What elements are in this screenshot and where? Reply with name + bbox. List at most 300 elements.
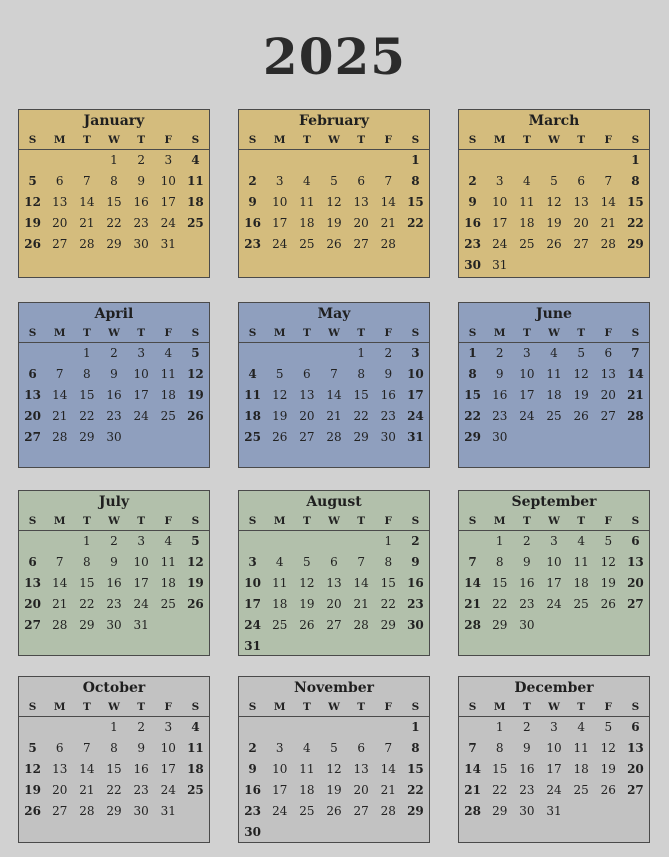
day-cell: 11 [299, 195, 315, 209]
day-cell: 16 [519, 762, 535, 776]
day-cell: 16 [464, 216, 481, 230]
day-cell: 9 [137, 174, 145, 188]
day-cell: 24 [160, 216, 176, 230]
day-cell: 10 [133, 367, 149, 381]
day-cell: 14 [380, 195, 396, 209]
day-cell: 1 [631, 153, 640, 167]
day-cell: 4 [164, 346, 173, 360]
day-cell: 5 [28, 741, 37, 755]
day-cell: 17 [272, 783, 288, 797]
day-cell: 9 [248, 195, 257, 209]
day-cell: 9 [384, 367, 393, 381]
day-cell: 14 [79, 762, 95, 776]
day-cell: 26 [326, 804, 342, 818]
empty-cell [293, 343, 320, 364]
weekday-label: M [486, 325, 513, 343]
weekday-label: W [100, 699, 127, 717]
day-cell: 22 [380, 597, 396, 611]
day-cell: 3 [495, 174, 504, 188]
day-cell: 29 [353, 430, 369, 444]
day-cell: 12 [573, 367, 589, 381]
day-cell: 20 [24, 409, 41, 423]
day-cell: 29 [106, 237, 122, 251]
day-cell: 16 [106, 388, 122, 402]
day-cell: 28 [326, 430, 342, 444]
day-cell: 11 [573, 555, 589, 569]
day-cell: 24 [133, 597, 149, 611]
empty-cell [320, 531, 347, 552]
weekday-label: T [293, 325, 320, 343]
day-cell: 9 [110, 555, 118, 569]
day-cell: 8 [495, 555, 504, 569]
empty-cell [459, 531, 486, 552]
empty-cell [239, 150, 266, 171]
day-cell: 20 [600, 388, 616, 402]
day-cell: 23 [244, 237, 261, 251]
day-cell: 28 [52, 618, 68, 632]
day-cell: 14 [52, 576, 68, 590]
day-cell: 26 [600, 783, 616, 797]
day-cell: 3 [137, 534, 145, 548]
month-title: December [514, 680, 594, 696]
day-cell: 13 [353, 195, 369, 209]
weekday-label: W [540, 325, 567, 343]
weekday-label: F [595, 325, 622, 343]
day-cell: 13 [52, 762, 68, 776]
day-cell: 24 [272, 804, 288, 818]
empty-cell [459, 717, 486, 738]
day-cell: 18 [299, 216, 315, 230]
day-cell: 19 [272, 409, 288, 423]
day-cell: 11 [244, 388, 261, 402]
day-cell: 17 [546, 576, 562, 590]
day-cell: 20 [627, 762, 644, 776]
weekday-label: W [100, 325, 127, 343]
weekday-label: W [100, 513, 127, 531]
day-cell: 10 [407, 367, 424, 381]
day-cell: 26 [187, 409, 204, 423]
empty-cell [459, 150, 486, 171]
day-cell: 10 [160, 741, 176, 755]
day-cell: 14 [600, 195, 616, 209]
day-cell: 23 [519, 783, 535, 797]
weekday-header-row [239, 325, 429, 343]
weekday-label: S [239, 513, 266, 531]
day-cell: 7 [83, 741, 91, 755]
day-cell: 25 [187, 216, 204, 230]
day-cell: 2 [523, 720, 531, 734]
day-cell: 18 [573, 576, 589, 590]
weekday-label: S [19, 132, 46, 150]
day-cell: 4 [303, 741, 311, 755]
weekday-label: T [128, 699, 155, 717]
day-cell: 28 [600, 237, 616, 251]
weekday-label: W [320, 325, 347, 343]
day-cell: 5 [28, 174, 37, 188]
day-cell: 5 [191, 534, 200, 548]
day-cell: 29 [464, 430, 481, 444]
day-cell: 15 [79, 576, 95, 590]
day-cell: 6 [357, 741, 365, 755]
month-september [458, 490, 650, 656]
day-cell: 19 [600, 576, 616, 590]
day-cell: 6 [357, 174, 365, 188]
empty-cell [73, 717, 100, 738]
weekday-label: W [540, 699, 567, 717]
day-cell: 15 [407, 195, 424, 209]
empty-cell [19, 150, 46, 171]
day-grid [19, 150, 209, 255]
day-cell: 26 [24, 237, 41, 251]
day-cell: 1 [468, 346, 477, 360]
weekday-label: F [155, 513, 182, 531]
weekday-label: S [459, 513, 486, 531]
day-cell: 7 [631, 346, 640, 360]
day-cell: 4 [191, 153, 200, 167]
day-cell: 22 [627, 216, 644, 230]
day-cell: 12 [299, 576, 315, 590]
weekday-label: S [459, 699, 486, 717]
day-cell: 20 [326, 597, 342, 611]
day-cell: 2 [137, 720, 145, 734]
day-cell: 29 [106, 804, 122, 818]
weekday-label: W [100, 132, 127, 150]
day-cell: 24 [160, 783, 176, 797]
day-cell: 30 [380, 430, 396, 444]
empty-cell [375, 150, 402, 171]
day-cell: 26 [299, 618, 315, 632]
day-grid [239, 343, 429, 448]
day-cell: 18 [160, 388, 176, 402]
day-grid [459, 150, 649, 276]
weekday-label: T [348, 325, 375, 343]
day-cell: 20 [353, 216, 369, 230]
day-cell: 23 [519, 597, 535, 611]
day-cell: 2 [384, 346, 393, 360]
day-cell: 18 [244, 409, 261, 423]
day-cell: 12 [187, 367, 204, 381]
day-cell: 23 [244, 804, 261, 818]
day-cell: 2 [110, 346, 118, 360]
weekday-header-row [239, 699, 429, 717]
day-cell: 14 [464, 762, 481, 776]
weekday-label: T [293, 699, 320, 717]
day-cell: 21 [79, 783, 95, 797]
month-january [18, 109, 210, 278]
day-grid [459, 343, 649, 448]
day-cell: 23 [106, 597, 122, 611]
day-cell: 5 [275, 367, 284, 381]
empty-cell [320, 343, 347, 364]
day-cell: 11 [519, 195, 535, 209]
day-cell: 23 [492, 409, 508, 423]
empty-cell [293, 717, 320, 738]
day-cell: 13 [627, 741, 644, 755]
day-cell: 27 [24, 618, 41, 632]
day-cell: 8 [83, 555, 91, 569]
empty-cell [348, 717, 375, 738]
day-cell: 17 [407, 388, 424, 402]
day-cell: 28 [464, 618, 481, 632]
day-cell: 12 [546, 195, 562, 209]
month-july [18, 490, 210, 656]
weekday-label: S [182, 325, 209, 343]
day-cell: 15 [492, 576, 508, 590]
day-cell: 17 [133, 388, 149, 402]
weekday-label: M [46, 513, 73, 531]
day-cell: 10 [244, 576, 261, 590]
day-cell: 14 [353, 576, 369, 590]
month-title: May [317, 306, 351, 322]
empty-cell [73, 150, 100, 171]
day-cell: 4 [164, 534, 173, 548]
day-cell: 31 [133, 618, 149, 632]
day-cell: 17 [160, 762, 176, 776]
day-cell: 13 [52, 195, 68, 209]
empty-cell [320, 150, 347, 171]
day-cell: 30 [106, 430, 122, 444]
month-february [238, 109, 430, 278]
day-cell: 22 [492, 597, 508, 611]
day-cell: 26 [24, 804, 41, 818]
weekday-label: S [239, 325, 266, 343]
weekday-label: S [459, 325, 486, 343]
day-cell: 19 [573, 388, 589, 402]
day-cell: 24 [492, 237, 508, 251]
weekday-label: W [320, 132, 347, 150]
day-cell: 1 [110, 153, 118, 167]
day-cell: 5 [604, 720, 613, 734]
day-cell: 17 [133, 576, 149, 590]
day-cell: 5 [577, 346, 585, 360]
weekday-label: S [182, 699, 209, 717]
weekday-label: T [513, 132, 540, 150]
day-cell: 16 [244, 783, 261, 797]
day-cell: 29 [79, 430, 95, 444]
day-cell: 21 [380, 783, 396, 797]
weekday-label: M [46, 325, 73, 343]
weekday-header-row [19, 513, 209, 531]
day-cell: 4 [248, 367, 257, 381]
day-cell: 18 [272, 597, 288, 611]
day-cell: 3 [275, 174, 284, 188]
empty-cell [540, 150, 567, 171]
day-cell: 9 [468, 195, 477, 209]
month-title: September [511, 494, 597, 510]
day-cell: 19 [299, 597, 315, 611]
weekday-header-row [459, 132, 649, 150]
day-cell: 28 [52, 430, 68, 444]
weekday-header-row [19, 132, 209, 150]
empty-cell [320, 717, 347, 738]
weekday-label: M [46, 132, 73, 150]
day-cell: 11 [272, 576, 288, 590]
empty-cell [239, 717, 266, 738]
day-cell: 22 [79, 597, 95, 611]
day-cell: 9 [523, 555, 531, 569]
day-cell: 6 [28, 555, 37, 569]
day-cell: 12 [24, 195, 41, 209]
empty-cell [46, 531, 73, 552]
day-cell: 15 [627, 195, 644, 209]
day-cell: 3 [550, 720, 558, 734]
day-cell: 4 [191, 720, 200, 734]
month-june [458, 302, 650, 468]
day-cell: 16 [244, 216, 261, 230]
day-cell: 12 [600, 741, 616, 755]
day-cell: 26 [272, 430, 288, 444]
day-cell: 16 [380, 388, 396, 402]
day-cell: 3 [550, 534, 558, 548]
day-cell: 4 [303, 174, 311, 188]
day-cell: 8 [468, 367, 477, 381]
weekday-header-row [19, 325, 209, 343]
day-cell: 19 [600, 762, 616, 776]
weekday-label: F [155, 699, 182, 717]
month-march [458, 109, 650, 278]
day-grid [19, 717, 209, 822]
day-cell: 13 [299, 388, 315, 402]
day-cell: 13 [326, 576, 342, 590]
day-cell: 1 [411, 720, 420, 734]
day-cell: 7 [357, 555, 365, 569]
day-cell: 25 [573, 597, 589, 611]
month-title: October [82, 680, 146, 696]
year-title: 2025 [262, 27, 407, 86]
day-cell: 25 [160, 597, 176, 611]
day-cell: 8 [110, 174, 118, 188]
weekday-label: S [402, 132, 429, 150]
day-cell: 8 [411, 741, 420, 755]
day-cell: 21 [464, 597, 481, 611]
day-cell: 11 [299, 762, 315, 776]
day-cell: 29 [627, 237, 644, 251]
day-cell: 27 [52, 237, 68, 251]
day-cell: 6 [28, 367, 37, 381]
day-cell: 24 [272, 237, 288, 251]
day-cell: 11 [187, 174, 204, 188]
day-cell: 4 [577, 534, 585, 548]
day-cell: 18 [546, 388, 562, 402]
weekday-label: M [266, 325, 293, 343]
day-cell: 30 [133, 804, 149, 818]
day-cell: 1 [495, 534, 504, 548]
day-grid [239, 150, 429, 255]
day-cell: 31 [492, 258, 508, 272]
day-cell: 22 [407, 783, 424, 797]
day-cell: 17 [160, 195, 176, 209]
day-cell: 22 [106, 216, 122, 230]
day-cell: 25 [546, 409, 562, 423]
day-cell: 28 [464, 804, 481, 818]
day-cell: 8 [83, 367, 91, 381]
day-cell: 1 [384, 534, 393, 548]
day-cell: 16 [133, 762, 149, 776]
day-cell: 19 [187, 388, 204, 402]
empty-cell [266, 150, 293, 171]
day-cell: 27 [326, 618, 342, 632]
day-cell: 9 [248, 762, 257, 776]
weekday-label: T [568, 699, 595, 717]
day-cell: 16 [106, 576, 122, 590]
weekday-label: S [19, 325, 46, 343]
day-cell: 29 [380, 618, 396, 632]
day-cell: 19 [24, 216, 41, 230]
day-cell: 21 [52, 597, 68, 611]
weekday-label: S [239, 699, 266, 717]
day-cell: 22 [492, 783, 508, 797]
weekday-label: F [375, 132, 402, 150]
day-cell: 19 [546, 216, 562, 230]
day-cell: 6 [631, 534, 640, 548]
day-cell: 12 [272, 388, 288, 402]
weekday-label: S [182, 513, 209, 531]
day-cell: 10 [519, 367, 535, 381]
weekday-label: T [73, 132, 100, 150]
empty-cell [46, 343, 73, 364]
day-cell: 9 [411, 555, 420, 569]
day-cell: 27 [627, 597, 644, 611]
day-cell: 27 [299, 430, 315, 444]
day-cell: 12 [600, 555, 616, 569]
day-cell: 26 [573, 409, 589, 423]
day-cell: 27 [24, 430, 41, 444]
day-cell: 14 [464, 576, 481, 590]
day-cell: 10 [272, 195, 288, 209]
weekday-label: F [155, 325, 182, 343]
day-cell: 20 [24, 597, 41, 611]
day-cell: 18 [573, 762, 589, 776]
weekday-label: F [375, 513, 402, 531]
day-cell: 20 [627, 576, 644, 590]
day-cell: 24 [407, 409, 424, 423]
day-cell: 1 [495, 720, 504, 734]
weekday-label: S [402, 699, 429, 717]
day-cell: 31 [160, 804, 176, 818]
day-cell: 31 [546, 804, 562, 818]
day-cell: 30 [244, 825, 261, 839]
day-cell: 3 [164, 720, 173, 734]
day-cell: 7 [83, 174, 91, 188]
day-cell: 31 [407, 430, 424, 444]
empty-cell [513, 150, 540, 171]
day-cell: 7 [468, 555, 477, 569]
weekday-label: S [19, 513, 46, 531]
day-cell: 1 [411, 153, 420, 167]
day-grid [19, 531, 209, 636]
weekday-header-row [239, 132, 429, 150]
day-cell: 10 [546, 741, 562, 755]
empty-cell [348, 150, 375, 171]
month-title: March [528, 113, 580, 129]
weekday-label: F [155, 132, 182, 150]
empty-cell [595, 150, 622, 171]
empty-cell [375, 717, 402, 738]
day-cell: 27 [52, 804, 68, 818]
weekday-label: F [375, 325, 402, 343]
day-cell: 6 [55, 741, 64, 755]
day-cell: 3 [137, 346, 145, 360]
day-cell: 14 [79, 195, 95, 209]
weekday-label: S [622, 513, 649, 531]
weekday-label: M [266, 513, 293, 531]
day-cell: 28 [353, 618, 369, 632]
weekday-label: T [513, 699, 540, 717]
day-cell: 18 [160, 576, 176, 590]
day-cell: 16 [519, 576, 535, 590]
day-cell: 8 [110, 741, 118, 755]
weekday-label: M [266, 699, 293, 717]
